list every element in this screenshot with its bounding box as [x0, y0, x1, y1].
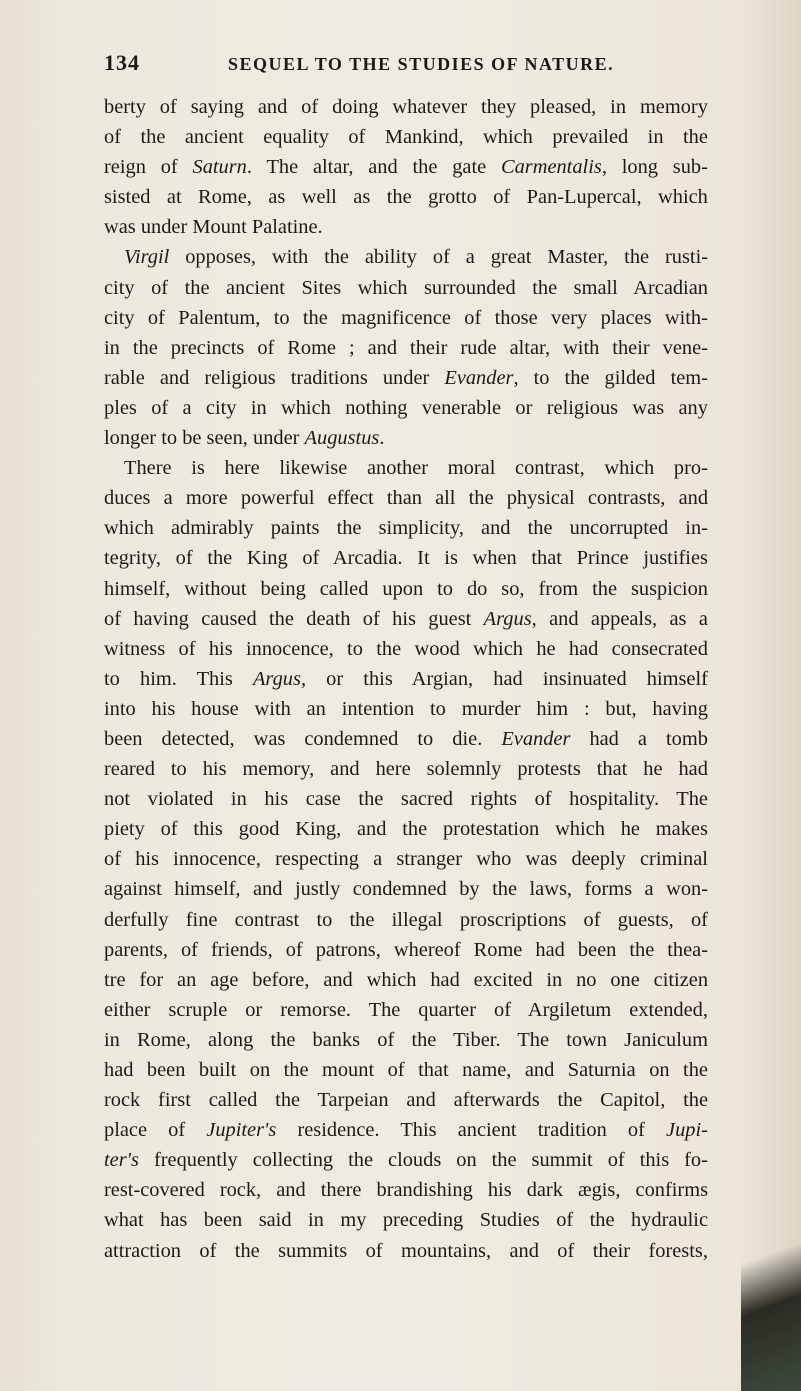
text-line: Virgil opposes, with the ability of a great Master, the rusti- — [124, 246, 709, 269]
text-line: into his house with an intention to murder him : but, having — [104, 697, 708, 720]
running-head: SEQUEL TO THE STUDIES OF NATURE. — [228, 54, 615, 74]
text-line: rest-covered rock, and there brandishing his dark ægis, confirms — [104, 1179, 708, 1202]
text-line: city of Palentum, to the magnificence of those very places with- — [104, 306, 708, 329]
text-line: piety of this good King, and the protestation which he makes — [104, 818, 708, 841]
page-edge-shadow — [741, 1200, 801, 1391]
text-line: city of the ancient Sites which surrounded the small Arcadian — [104, 276, 708, 299]
text-line: parents, of friends, of patrons, whereof Rome had been the thea- — [104, 938, 709, 961]
text-line: There is here likewise another moral contrast, which pro- — [124, 457, 708, 480]
text-line: place of Jupiter's residence. This ancient tradition of Jupi- — [104, 1119, 708, 1142]
text-line: had been built on the mount of that name, and Saturnia on the — [104, 1059, 708, 1081]
text-line: witness of his innocence, to the wood which he had consecrated — [104, 637, 708, 660]
text-line: been detected, was condemned to die. Evander had a tomb — [104, 727, 708, 750]
text-line: against himself, and justly condemned by the laws, forms a won- — [104, 878, 709, 901]
page-number: 134 — [104, 50, 140, 75]
text-line: tegrity, of the King of Arcadia. It is when that Prince justifies — [104, 547, 708, 570]
text-line: longer to be seen, under Augustus. — [104, 427, 385, 450]
text-line: of the ancient equality of Mankind, which prevailed in the — [104, 126, 708, 149]
text-line: reared to his memory, and here solemnly protests that he had — [104, 758, 708, 781]
text-line: what has been said in my preceding Studies of the hydraulic — [104, 1209, 709, 1232]
text-line: reign of Saturn. The altar, and the gate Carmentalis, long sub- — [104, 156, 708, 179]
text-line: of his innocence, respecting a stranger who was deeply criminal — [104, 848, 708, 871]
text-line: to him. This Argus, or this Argian, had insinuated himself — [104, 667, 708, 690]
text-line: in Rome, along the banks of the Tiber. The town Janiculum — [104, 1028, 708, 1051]
text-line: duces a more powerful effect than all the physical contrasts, and — [104, 487, 709, 510]
text-line: sisted at Rome, as well as the grotto of Pan-Lupercal, which — [104, 186, 708, 209]
text-line: not violated in his case the sacred rights of hospitality. The — [104, 788, 708, 811]
text-line: which admirably paints the simplicity, and the uncorrupted in- — [104, 517, 708, 540]
text-line: ter's frequently collecting the clouds on the summit of this fo- — [104, 1149, 708, 1172]
text-line: himself, without being called upon to do so, from the suspicion — [104, 577, 708, 600]
text-line: rable and religious traditions under Evander, to the gilded tem- — [104, 366, 708, 389]
text-line: ples of a city in which nothing venerable or religious was any — [104, 396, 708, 419]
text-line: attraction of the summits of mountains, and of their forests, — [104, 1239, 708, 1262]
text-line: of having caused the death of his guest Argus, and appeals, as a — [104, 607, 708, 630]
text-line: in the precincts of Rome ; and their rude altar, with their vene- — [104, 336, 708, 359]
text-line: was under Mount Palatine. — [104, 216, 323, 239]
text-line: tre for an age before, and which had excited in no one citizen — [104, 968, 709, 991]
page-header — [104, 50, 704, 90]
text-line: either scruple or remorse. The quarter of Argiletum extended, — [104, 998, 708, 1021]
text-line: berty of saying and of doing whatever they pleased, in memory — [104, 96, 708, 118]
text-line: rock first called the Tarpeian and afterwards the Capitol, the — [104, 1089, 709, 1112]
text-line: derfully fine contrast to the illegal proscriptions of guests, of — [104, 908, 708, 931]
body-text — [104, 92, 708, 1266]
